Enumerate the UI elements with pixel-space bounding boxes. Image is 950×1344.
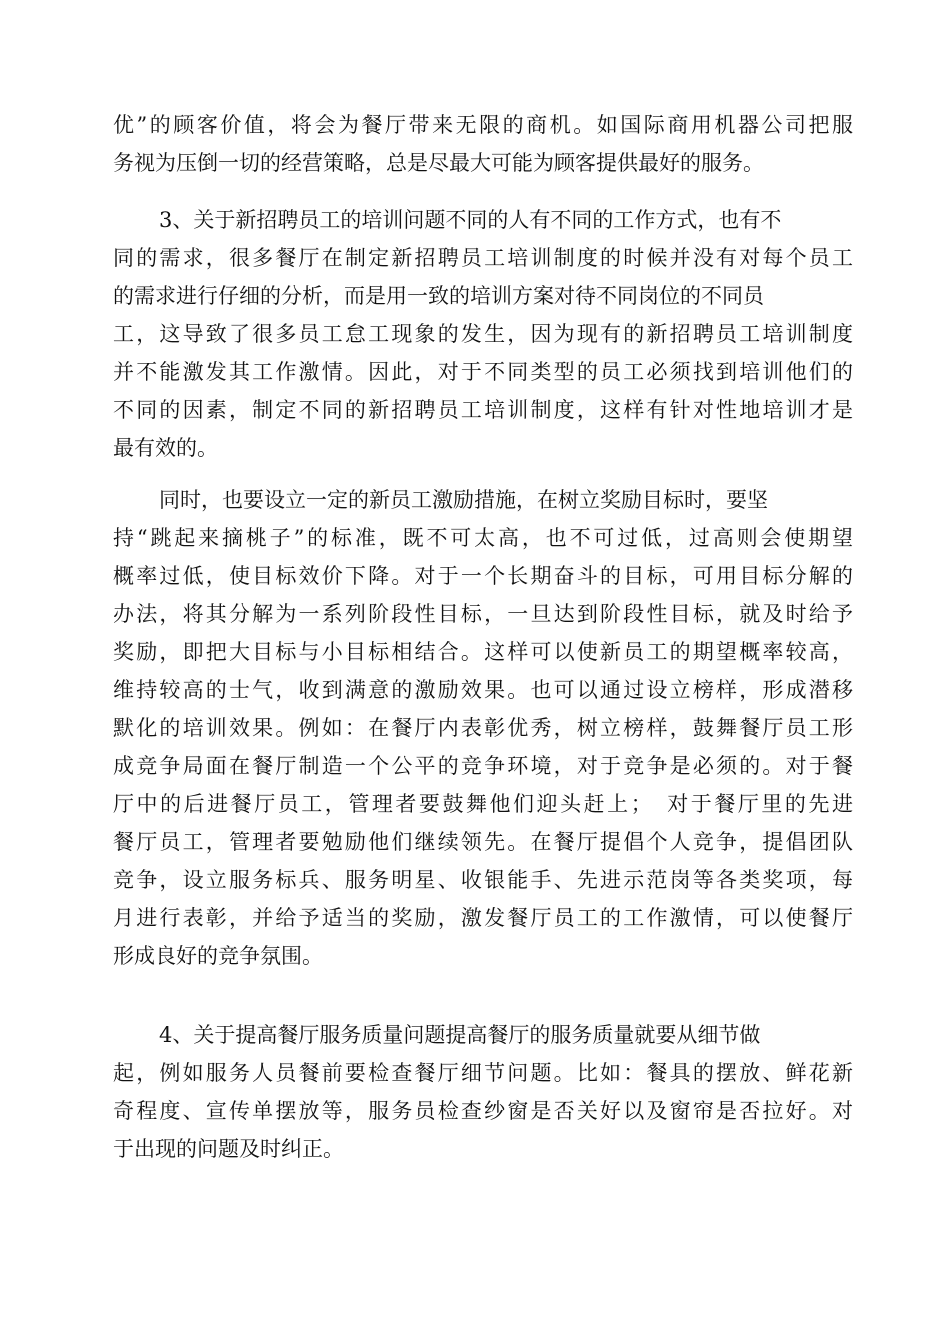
text-line: 默化的培训效果。例如：在餐厅内表彰优秀，树立榜样，鼓舞餐厅员工形 xyxy=(113,716,853,740)
text-line: 3、关于新招聘员工的培训问题不同的人有不同的工作方式，也有不 xyxy=(159,208,782,232)
text-line: 月进行表彰，并给予适当的奖励，激发餐厅员工的工作激情，可以使餐厅 xyxy=(113,906,853,930)
text-line: 最有效的。 xyxy=(113,436,218,460)
text-line: 务视为压倒一切的经营策略，总是尽最大可能为顾客提供最好的服务。 xyxy=(113,151,764,175)
text-line: 餐厅员工，管理者要勉励他们继续领先。在餐厅提倡个人竞争，提倡团队 xyxy=(113,830,853,854)
text-line: 并不能激发其工作激情。因此，对于不同类型的员工必须找到培训他们的 xyxy=(113,360,853,384)
paragraph-service-quality xyxy=(113,1016,853,1168)
text-line: 工，这导致了很多员工怠工现象的发生，因为现有的新招聘员工培训制度 xyxy=(113,322,853,346)
text-line: 奖励，即把大目标与小目标相结合。这样可以使新员工的期望概率较高， xyxy=(113,640,853,664)
text-line: 奇程度、宣传单摆放等，服务员检查纱窗是否关好以及窗帘是否拉好。对 xyxy=(113,1099,853,1123)
paragraph-customer-value xyxy=(113,106,853,182)
text-line: 优”的顾客价值，将会为餐厅带来无限的商机。如国际商用机器公司把服 xyxy=(113,113,853,137)
text-line: 不同的因素，制定不同的新招聘员工培训制度，这样有针对性地培训才是 xyxy=(113,398,853,422)
text-line: 于出现的问题及时纠正。 xyxy=(113,1137,344,1161)
text-line: 形成良好的竞争氛围。 xyxy=(113,944,323,968)
text-line: 起，例如服务人员餐前要检查餐厅细节问题。比如：餐具的摆放、鲜花新 xyxy=(113,1061,853,1085)
text-line: 办法，将其分解为一系列阶段性目标，一旦达到阶段性目标，就及时给予 xyxy=(113,602,853,626)
text-line: 4、关于提高餐厅服务质量问题提高餐厅的服务质量就要从细节做 xyxy=(159,1023,761,1047)
text-line: 持“跳起来摘桃子”的标准，既不可太高，也不可过低，过高则会使期望 xyxy=(113,526,853,550)
text-line: 概率过低，使目标效价下降。对于一个长期奋斗的目标，可用目标分解的 xyxy=(113,564,853,588)
paragraph-incentive-measures xyxy=(113,481,853,975)
text-line: 竞争，设立服务标兵、服务明星、收银能手、先进示范岗等各类奖项，每 xyxy=(113,868,853,892)
text-line: 厅中的后进餐厅员工，管理者要鼓舞他们迎头赶上； 对于餐厅里的先进 xyxy=(113,792,853,816)
text-line: 的需求进行仔细的分析，而是用一致的培训方案对待不同岗位的不同员 xyxy=(113,284,764,308)
text-line: 同的需求，很多餐厅在制定新招聘员工培训制度的时候并没有对每个员工 xyxy=(113,246,853,270)
text-line: 维持较高的士气，收到满意的激励效果。也可以通过设立榜样，形成潜移 xyxy=(113,678,853,702)
text-line: 成竞争局面在餐厅制造一个公平的竞争环境，对于竞争是必须的。对于餐 xyxy=(113,754,853,778)
paragraph-new-hire-training xyxy=(113,201,853,467)
text-line: 同时，也要设立一定的新员工激励措施，在树立奖励目标时，要坚 xyxy=(159,488,768,512)
